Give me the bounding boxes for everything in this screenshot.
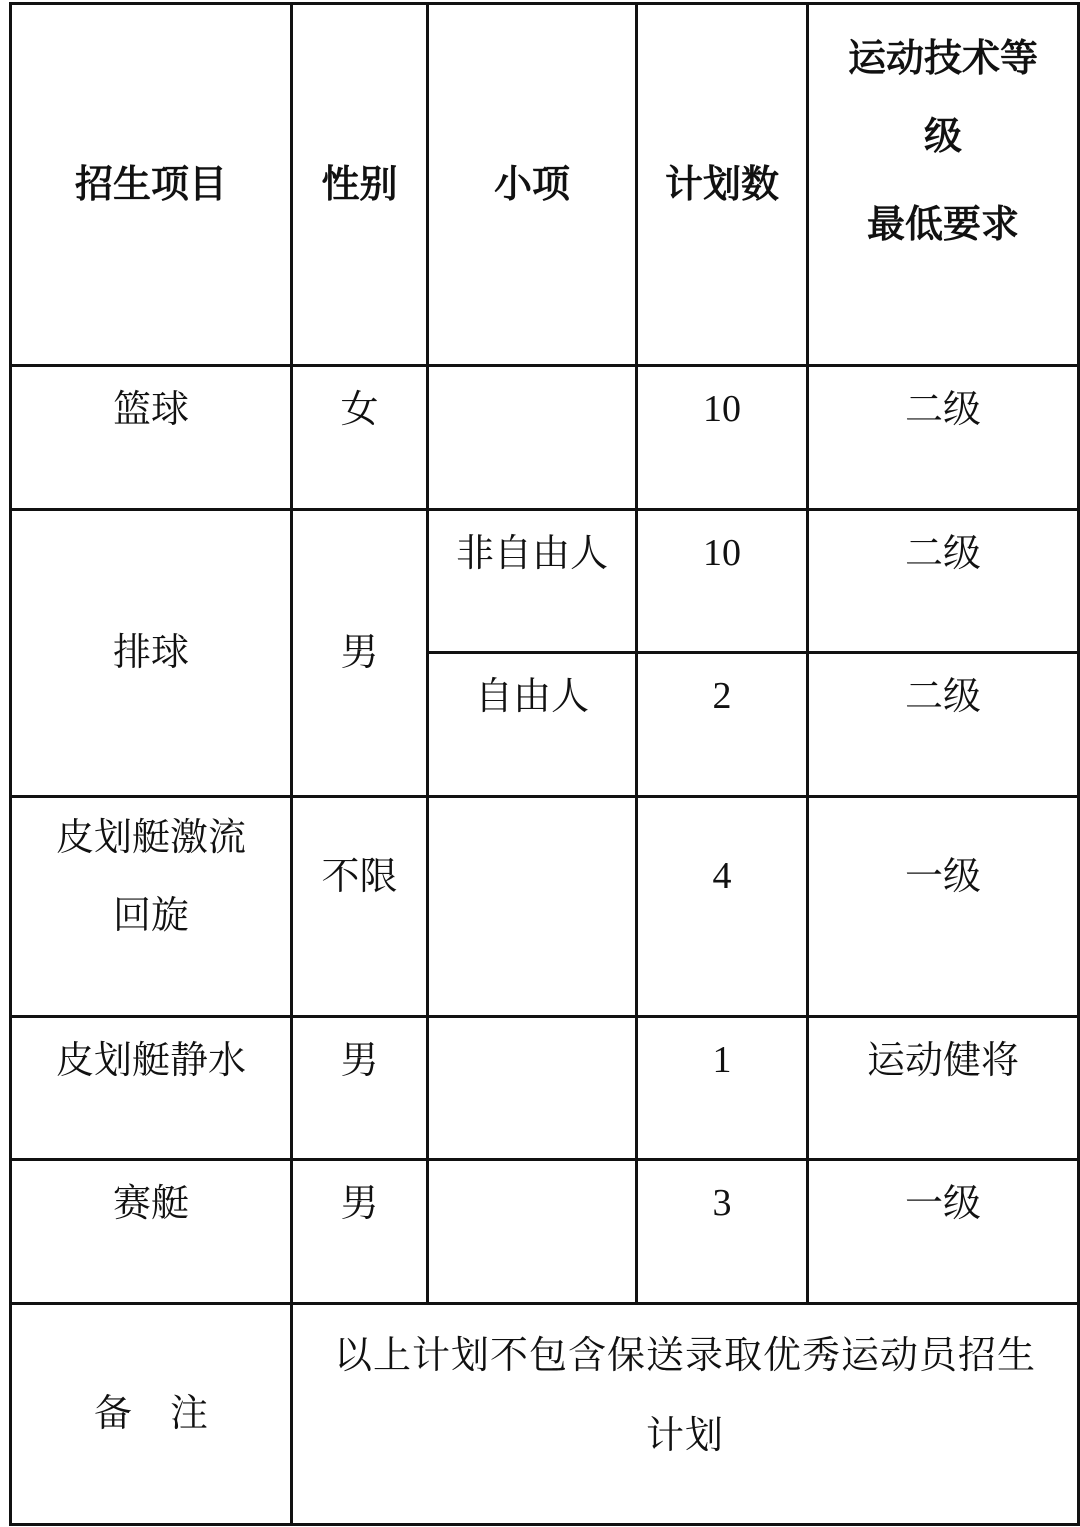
header-level-line1: 运动技术等级 [847, 36, 1038, 158]
cell-plan-count: 4 [637, 797, 808, 1017]
note-text: 以上计划不包含保送录取优秀运动员招生计划 [333, 1333, 1036, 1457]
header-level-line2: 最低要求 [866, 202, 1019, 246]
cell-level: 一级 [808, 797, 1079, 1017]
cell-sub-event: 非自由人 [428, 510, 637, 653]
cell-sub-event [428, 1017, 637, 1160]
cell-level: 二级 [808, 366, 1079, 510]
header-level [808, 4, 1079, 366]
cell-sub-event [428, 797, 637, 1017]
cell-sub-event [428, 366, 637, 510]
cell-gender: 男 [292, 1017, 428, 1160]
table-row [11, 1017, 1079, 1160]
table-row [11, 510, 1079, 653]
cell-plan-count: 3 [637, 1160, 808, 1304]
cell-project: 皮划艇静水 [11, 1017, 292, 1160]
cell-level: 一级 [808, 1160, 1079, 1304]
cell-plan-count: 10 [637, 510, 808, 653]
cell-sub-event: 自由人 [428, 653, 637, 797]
cell-project-line1: 皮划艇激流 [55, 815, 246, 859]
cell-project: 排球 [11, 510, 292, 797]
cell-plan-count: 1 [637, 1017, 808, 1160]
note-label: 备 注 [11, 1304, 292, 1525]
table-row [11, 1160, 1079, 1304]
cell-project: 赛艇 [11, 1160, 292, 1304]
table-row [11, 797, 1079, 1017]
header-row [11, 4, 1079, 366]
header-gender: 性别 [292, 4, 428, 366]
enrollment-plan-table [9, 2, 1080, 1526]
table-row [11, 366, 1079, 510]
cell-gender: 不限 [292, 797, 428, 1017]
header-plan-count: 计划数 [637, 4, 808, 366]
cell-gender: 男 [292, 510, 428, 797]
cell-plan-count: 10 [637, 366, 808, 510]
cell-sub-event [428, 1160, 637, 1304]
cell-project: 篮球 [11, 366, 292, 510]
header-project: 招生项目 [11, 4, 292, 366]
cell-plan-count: 2 [637, 653, 808, 797]
cell-level: 二级 [808, 653, 1079, 797]
cell-gender: 男 [292, 1160, 428, 1304]
note-content [292, 1304, 1079, 1525]
cell-gender: 女 [292, 366, 428, 510]
cell-level: 二级 [808, 510, 1079, 653]
note-row [11, 1304, 1079, 1525]
cell-level: 运动健将 [808, 1017, 1079, 1160]
cell-project [11, 797, 292, 1017]
header-sub-event: 小项 [428, 4, 637, 366]
cell-project-line2: 回旋 [112, 893, 189, 937]
